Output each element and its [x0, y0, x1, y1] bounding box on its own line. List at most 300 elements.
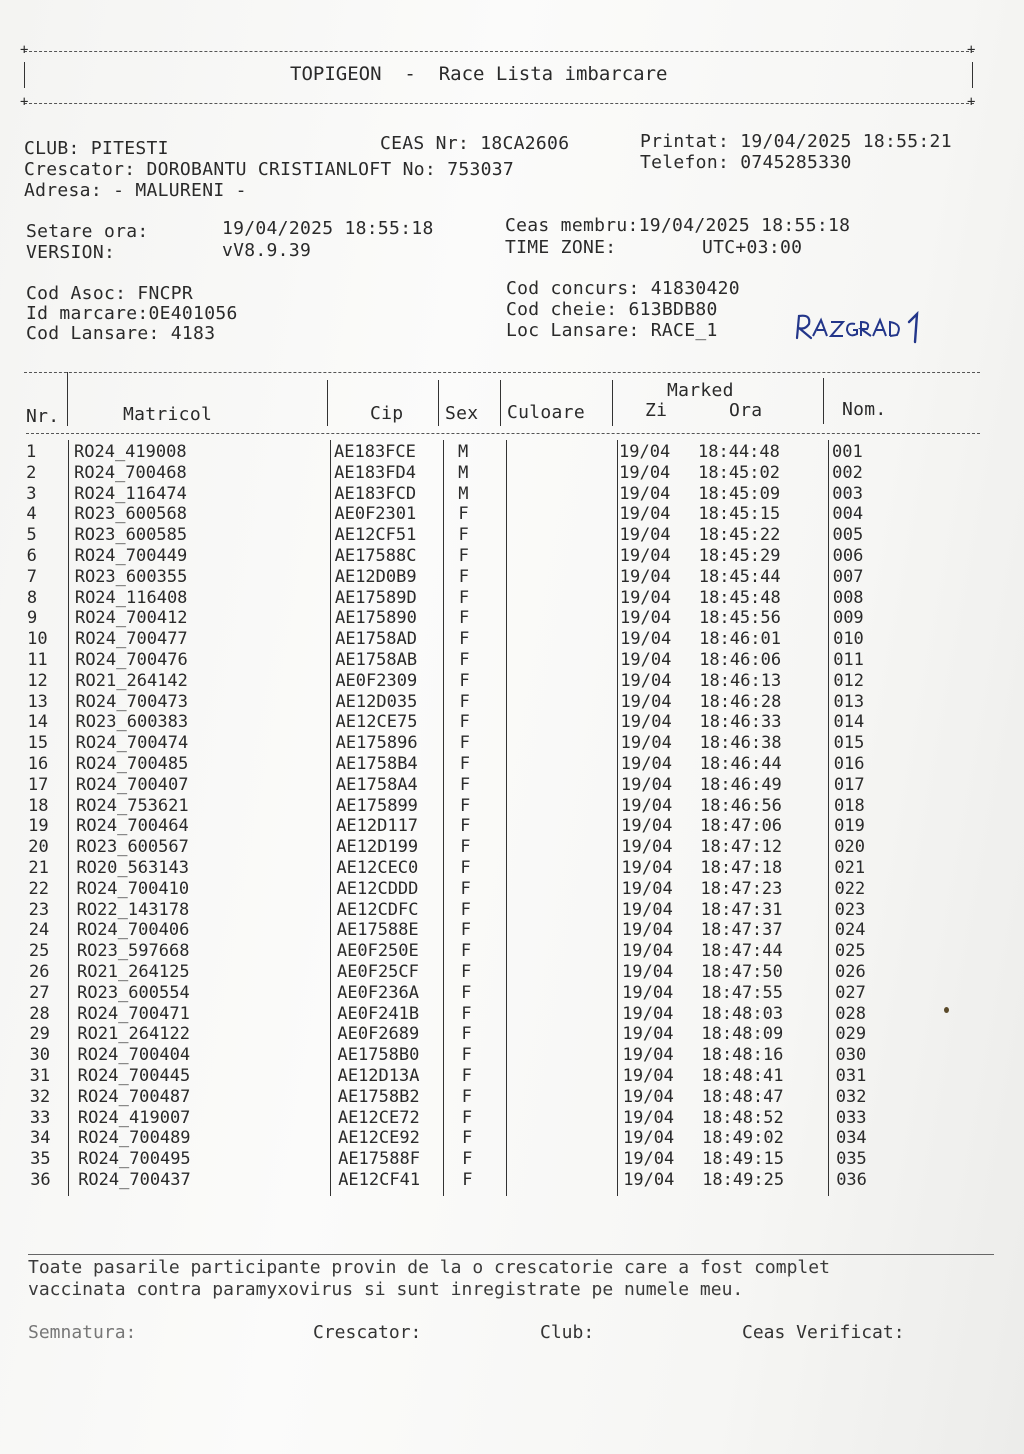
- title-corner-br: +: [967, 94, 976, 110]
- cell-zi: 19/04: [619, 587, 672, 608]
- cell-zi: 19/04: [619, 525, 671, 546]
- table-row: [3, 983, 993, 1004]
- cell-nom: 001: [832, 442, 863, 462]
- cell-cip: AE1758B4: [335, 754, 418, 774]
- cell-sex: F: [458, 587, 470, 608]
- cell-nr: 3: [26, 483, 37, 504]
- table-row: [4, 1066, 994, 1087]
- cell-sex: F: [459, 670, 470, 691]
- cell-cip: AE12D117: [336, 816, 419, 837]
- cell-matricol: RO24_700485: [75, 754, 189, 774]
- cell-nom: 010: [833, 629, 864, 650]
- table-row: [3, 1045, 993, 1066]
- cell-nom: 015: [833, 733, 865, 754]
- cell-nom: 033: [835, 1107, 867, 1128]
- col-culoare-header: Culoare: [507, 402, 585, 423]
- cell-ora: 18:46:49: [699, 774, 782, 795]
- cell-cip: AE12CE75: [335, 712, 418, 733]
- table-row: [3, 1024, 993, 1045]
- cell-nom: 030: [835, 1045, 867, 1066]
- cell-matricol: RO24_700476: [75, 650, 188, 670]
- printat: Printat: 19/04/2025 18:55:21: [640, 131, 952, 152]
- cell-nom: 029: [835, 1024, 867, 1045]
- cell-cip: AE1758B2: [337, 1086, 420, 1107]
- cell-nr: 9: [26, 608, 38, 629]
- cell-matricol: RO24_700477: [75, 629, 188, 650]
- col-cip-header: Cip: [370, 403, 404, 424]
- table-row: [1, 650, 991, 671]
- title-border-left: [24, 62, 25, 88]
- cell-ora: 18:45:44: [698, 566, 781, 587]
- cell-nr: 19: [28, 816, 49, 837]
- cell-nom: 031: [835, 1066, 867, 1086]
- table-row: [4, 1128, 994, 1149]
- cell-cip: AE0F2301: [334, 504, 417, 525]
- table-row: [0, 504, 990, 525]
- table-row: [0, 442, 990, 463]
- cell-nom: 009: [832, 608, 864, 629]
- cell-zi: 19/04: [620, 754, 672, 774]
- cell-ora: 18:47:06: [700, 816, 783, 837]
- cell-nr: 36: [30, 1170, 51, 1190]
- cell-zi: 19/04: [619, 483, 671, 504]
- cell-nr: 23: [28, 899, 50, 920]
- cell-zi: 19/04: [621, 837, 673, 858]
- cell-nom: 023: [834, 899, 866, 920]
- cell-nom: 025: [834, 941, 866, 962]
- version-value: vV8.9.39: [222, 240, 312, 261]
- cell-sex: F: [462, 1170, 473, 1190]
- table-row: [3, 962, 993, 983]
- cell-ora: 18:48:52: [701, 1107, 784, 1128]
- col-nom-header: Nom.: [842, 399, 887, 420]
- cell-zi: 19/04: [619, 566, 671, 587]
- cell-sex: F: [461, 1107, 473, 1128]
- cell-zi: 19/04: [621, 795, 673, 816]
- cell-nr: 34: [29, 1128, 51, 1149]
- cell-zi: 19/04: [622, 962, 674, 982]
- cell-matricol: RO24_700495: [78, 1149, 191, 1170]
- cell-zi: 19/04: [619, 504, 671, 525]
- footer-crescator: Crescator:: [313, 1322, 422, 1343]
- cell-matricol: RO24_700487: [77, 1086, 191, 1107]
- cell-nom: 011: [833, 650, 864, 670]
- cell-ora: 18:46:38: [699, 733, 782, 754]
- cell-sex: F: [461, 1003, 472, 1024]
- cell-sex: F: [460, 816, 471, 837]
- table-row: [0, 525, 990, 546]
- table-header-rule: [26, 433, 980, 434]
- cell-zi: 19/04: [621, 899, 673, 920]
- cell-ora: 18:46:56: [700, 795, 782, 816]
- cell-sex: F: [458, 608, 470, 629]
- cell-zi: 19/04: [622, 1003, 674, 1024]
- cell-matricol: RO23_600383: [75, 712, 189, 733]
- cell-matricol: RO21_264125: [77, 962, 190, 982]
- table-row: [2, 754, 992, 775]
- cell-nr: 30: [29, 1045, 50, 1066]
- col-marked-header: Marked: [667, 380, 734, 401]
- cell-zi: 19/04: [620, 629, 672, 650]
- cell-cip: AE17588C: [334, 546, 417, 566]
- cell-zi: 19/04: [622, 1086, 674, 1107]
- cell-nr: 16: [27, 754, 49, 774]
- cell-nom: 035: [836, 1149, 867, 1170]
- cell-nom: 024: [834, 920, 866, 941]
- cell-nr: 17: [27, 774, 49, 795]
- table-row: [1, 567, 991, 588]
- time-zone-label: TIME ZONE:: [505, 237, 617, 258]
- cell-nom: 027: [835, 982, 866, 1003]
- cell-matricol: RO23_600567: [76, 837, 189, 858]
- cell-nom: 013: [833, 691, 865, 712]
- table-row: [3, 879, 993, 900]
- table-row: [4, 1108, 994, 1129]
- cell-sex: F: [461, 1086, 472, 1107]
- cell-nr: 29: [29, 1024, 50, 1045]
- cell-matricol: RO24_700471: [77, 1003, 190, 1024]
- cell-ora: 18:47:23: [700, 878, 783, 899]
- table-col-divider-4: [500, 380, 501, 426]
- paper-speck: [944, 1007, 949, 1013]
- title-border-right: [972, 62, 973, 88]
- cell-cip: AE175899: [336, 795, 418, 816]
- title-corner-tr: +: [967, 42, 976, 58]
- cell-sex: F: [460, 837, 471, 858]
- cell-cip: AE12D035: [335, 691, 418, 712]
- cell-ora: 18:44:48: [698, 442, 780, 462]
- col-zi-header: Zi: [645, 400, 668, 421]
- cell-matricol: RO23_597668: [76, 941, 190, 962]
- cell-matricol: RO24_700464: [76, 816, 189, 837]
- cell-zi: 19/04: [622, 1128, 675, 1149]
- cell-nom: 016: [833, 754, 865, 774]
- cell-nr: 32: [29, 1086, 51, 1107]
- cell-nom: 022: [834, 878, 866, 899]
- cell-matricol: RO21_264122: [77, 1024, 190, 1045]
- col-sex-header: Sex: [445, 403, 479, 424]
- cell-sex: M: [458, 483, 469, 504]
- cell-sex: F: [458, 525, 469, 546]
- cell-ora: 18:48:03: [701, 1003, 784, 1024]
- cell-ora: 18:45:15: [698, 504, 781, 525]
- title-corner-bl: +: [20, 94, 29, 110]
- cell-zi: 19/04: [622, 1045, 674, 1066]
- cell-matricol: RO20_563143: [76, 858, 189, 878]
- cell-sex: F: [461, 1066, 472, 1086]
- cell-nr: 13: [27, 691, 48, 712]
- cell-ora: 18:47:31: [700, 899, 783, 920]
- cell-matricol: RO23_600568: [74, 504, 187, 525]
- table-row: [1, 608, 991, 629]
- table-row: [4, 1149, 994, 1170]
- cell-matricol: RO24_700410: [76, 878, 190, 899]
- table-row: [1, 692, 991, 713]
- cell-ora: 18:49:15: [702, 1149, 784, 1170]
- cell-ora: 18:49:25: [702, 1170, 785, 1190]
- cell-nr: 7: [26, 566, 37, 587]
- cell-sex: F: [460, 878, 471, 899]
- cell-ora: 18:45:02: [698, 462, 780, 483]
- cell-ora: 18:45:48: [698, 587, 781, 608]
- cell-cip: AE175896: [335, 733, 418, 754]
- table-row: [4, 1170, 994, 1191]
- cell-cip: AE0F25CF: [337, 962, 419, 982]
- declaration-line-2: vaccinata contra paramyxovirus si sunt inregistrate pe numele meu.: [28, 1279, 744, 1300]
- cell-cip: AE12CF41: [338, 1170, 421, 1190]
- cell-zi: 19/04: [623, 1170, 675, 1190]
- cell-cip: AE17589D: [334, 587, 417, 608]
- cell-nom: 004: [832, 504, 864, 525]
- footer-club: Club:: [540, 1322, 595, 1343]
- cell-ora: 18:46:28: [699, 691, 782, 712]
- cell-ora: 18:46:01: [699, 629, 781, 650]
- cell-nr: 25: [28, 941, 50, 962]
- cell-ora: 18:47:55: [701, 982, 783, 1003]
- cell-ora: 18:47:12: [700, 837, 783, 858]
- cell-nr: 15: [27, 733, 49, 754]
- cell-sex: F: [461, 1024, 472, 1045]
- cell-matricol: RO22_143178: [76, 899, 190, 920]
- table-row: [1, 546, 991, 567]
- table-col-divider-1: [67, 372, 68, 426]
- cell-zi: 19/04: [622, 1024, 674, 1045]
- table-row: [3, 920, 993, 941]
- cell-cip: AE0F250E: [336, 941, 419, 962]
- cell-nr: 5: [26, 525, 37, 546]
- cod-concurs: Cod concurs: 41830420: [506, 278, 740, 299]
- cell-matricol: RO24_419007: [77, 1107, 191, 1128]
- id-marcare: Id marcare:0E401056: [26, 303, 238, 324]
- cell-cip: AE1758A4: [335, 774, 418, 795]
- cell-matricol: RO24_700437: [78, 1170, 191, 1190]
- ceas-membru: Ceas membru:19/04/2025 18:55:18: [505, 215, 851, 236]
- cell-cip: AE183FD4: [334, 462, 416, 483]
- cell-zi: 19/04: [621, 858, 673, 878]
- cell-nom: 034: [835, 1128, 867, 1149]
- footer-semnatura: Semnatura:: [28, 1322, 137, 1343]
- cell-nr: 1: [26, 442, 37, 462]
- cell-cip: AE175890: [334, 608, 417, 629]
- cell-nr: 35: [30, 1149, 51, 1170]
- club-line: CLUB: PITESTI: [24, 138, 169, 159]
- cell-zi: 19/04: [622, 982, 674, 1003]
- cell-ora: 18:46:33: [699, 712, 782, 733]
- cell-matricol: RO21_264142: [75, 670, 188, 691]
- cell-sex: F: [459, 733, 470, 754]
- cell-sex: F: [459, 774, 471, 795]
- cell-cip: AE183FCD: [334, 483, 417, 504]
- title-corner-tl: +: [20, 42, 29, 58]
- cell-ora: 18:49:02: [701, 1128, 784, 1149]
- cell-nr: 21: [28, 858, 49, 878]
- table-row: [2, 712, 992, 733]
- cell-matricol: RO24_700404: [77, 1045, 191, 1066]
- telefon: Telefon: 0745285330: [640, 152, 852, 173]
- cell-sex: F: [461, 1128, 473, 1149]
- cell-nom: 002: [832, 462, 863, 483]
- page-title: TOPIGEON - Race Lista imbarcare: [290, 63, 668, 85]
- table-col-divider-5: [612, 380, 613, 426]
- table-row: [2, 775, 992, 796]
- cell-ora: 18:45:56: [698, 608, 781, 629]
- cell-ora: 18:48:16: [701, 1045, 784, 1066]
- table-row: [4, 1087, 994, 1108]
- cell-matricol: RO24_700406: [76, 920, 190, 941]
- table-row: [2, 796, 992, 817]
- cell-zi: 19/04: [620, 774, 673, 795]
- cell-nom: 006: [832, 546, 864, 566]
- cell-cip: AE1758AB: [335, 650, 418, 670]
- cell-nr: 31: [29, 1066, 51, 1086]
- cell-nom: 018: [834, 795, 865, 816]
- cell-nr: 14: [27, 712, 49, 733]
- cell-zi: 19/04: [620, 650, 672, 670]
- cell-nom: 012: [833, 670, 865, 691]
- cell-sex: F: [461, 962, 472, 982]
- cell-sex: F: [459, 754, 471, 774]
- cell-nr: 6: [26, 546, 37, 566]
- footer-ceas-verificat: Ceas Verificat:: [742, 1322, 905, 1343]
- cell-zi: 19/04: [622, 1107, 675, 1128]
- cell-sex: F: [459, 629, 470, 650]
- cell-nom: 020: [834, 837, 865, 858]
- cell-matricol: RO24_116408: [74, 587, 188, 608]
- cell-sex: F: [461, 982, 472, 1003]
- cell-sex: F: [460, 899, 471, 920]
- cell-nr: 24: [28, 920, 50, 941]
- cell-sex: F: [460, 858, 471, 878]
- table-row: [0, 463, 990, 484]
- crescator-line: Crescator: DOROBANTU CRISTIANLOFT No: 753037: [24, 159, 515, 180]
- cell-ora: 18:47:18: [700, 858, 783, 878]
- table-row: [3, 941, 993, 962]
- cell-nr: 18: [28, 795, 49, 816]
- cell-sex: F: [460, 920, 471, 941]
- cell-ora: 18:47:44: [700, 941, 783, 962]
- col-ora-header: Ora: [729, 400, 763, 421]
- setare-ora-label: Setare ora:: [26, 221, 149, 242]
- title-border-bottom: [24, 103, 974, 104]
- cell-matricol: RO24_700412: [74, 608, 188, 629]
- cell-nr: 2: [26, 462, 37, 483]
- adresa: Adresa: - MALURENI -: [24, 180, 247, 201]
- cell-zi: 19/04: [619, 546, 671, 566]
- cell-ora: 18:46:13: [699, 670, 782, 691]
- cell-cip: AE0F2309: [335, 670, 418, 691]
- cod-asoc: Cod Asoc: FNCPR: [26, 283, 194, 304]
- cell-sex: F: [459, 712, 470, 733]
- cell-matricol: RO23_600554: [77, 982, 190, 1003]
- cell-cip: AE0F241B: [337, 1003, 420, 1024]
- cell-sex: M: [458, 442, 469, 462]
- version-label: VERSION:: [26, 242, 116, 263]
- cell-sex: F: [461, 1045, 472, 1066]
- cell-nom: 007: [832, 566, 864, 587]
- cell-cip: AE12D13A: [337, 1066, 420, 1086]
- cell-matricol: RO24_700445: [77, 1066, 191, 1086]
- cell-nom: 005: [832, 525, 864, 546]
- cell-cip: AE12D0B9: [334, 566, 417, 587]
- cell-matricol: RO24_419008: [74, 442, 187, 462]
- cell-zi: 19/04: [621, 816, 673, 837]
- table-row: [1, 588, 991, 609]
- table-row: [1, 629, 991, 650]
- cell-cip: AE12CF51: [334, 525, 417, 546]
- cell-cip: AE12CDFC: [336, 899, 419, 920]
- loc-lansare: Loc Lansare: RACE_1: [506, 320, 718, 341]
- declaration-rule: [28, 1254, 994, 1255]
- cell-matricol: RO24_700489: [77, 1128, 191, 1149]
- table-col-divider-3: [438, 380, 439, 426]
- cell-zi: 19/04: [623, 1149, 675, 1170]
- table-top-rule: [24, 372, 980, 373]
- cell-nr: 10: [27, 629, 48, 650]
- table-col-divider-2: [327, 380, 328, 426]
- cell-cip: AE12CE92: [337, 1128, 420, 1149]
- cell-ora: 18:46:44: [699, 754, 782, 774]
- cell-matricol: RO24_700468: [74, 462, 187, 483]
- cell-nr: 27: [29, 982, 50, 1003]
- cell-matricol: RO23_600355: [74, 566, 188, 587]
- cod-lansare: Cod Lansare: 4183: [26, 323, 216, 344]
- col-nr-header: Nr.: [26, 406, 60, 427]
- col-matricol-header: Matricol: [123, 404, 213, 425]
- cell-sex: F: [460, 941, 472, 962]
- cell-cip: AE1758B0: [337, 1045, 420, 1066]
- cell-zi: 19/04: [620, 733, 672, 754]
- cell-nr: 12: [27, 670, 48, 691]
- cell-cip: AE12CE72: [337, 1107, 420, 1128]
- cell-matricol: RO24_700473: [75, 691, 189, 712]
- table-row: [2, 858, 992, 879]
- cell-cip: AE12D199: [336, 837, 419, 858]
- cell-zi: 19/04: [621, 941, 674, 962]
- cell-sex: F: [458, 546, 469, 566]
- cell-nom: 021: [834, 858, 866, 878]
- cell-ora: 18:46:06: [699, 650, 782, 670]
- table-row: [2, 837, 992, 858]
- cell-zi: 19/04: [620, 712, 672, 733]
- cell-zi: 19/04: [620, 670, 672, 691]
- table-row: [3, 1004, 993, 1025]
- title-border-top: [24, 51, 974, 52]
- table-row: [3, 900, 993, 921]
- cell-cip: AE12CDDD: [336, 878, 419, 899]
- setare-ora-value: 19/04/2025 18:55:18: [222, 218, 434, 239]
- table-row: [2, 733, 992, 754]
- cell-nr: 33: [29, 1107, 51, 1128]
- cell-ora: 18:45:29: [698, 546, 781, 566]
- cell-sex: F: [460, 795, 471, 816]
- cell-nom: 036: [836, 1170, 867, 1190]
- cell-matricol: RO24_116474: [74, 483, 187, 504]
- cell-sex: M: [458, 462, 469, 483]
- cell-ora: 18:45:09: [698, 483, 781, 504]
- cell-ora: 18:47:37: [700, 920, 783, 941]
- cell-nr: 4: [26, 504, 37, 525]
- cell-nr: 26: [29, 962, 50, 982]
- cell-sex: F: [459, 650, 470, 670]
- cell-cip: AE0F236A: [337, 982, 419, 1003]
- cell-nr: 8: [26, 587, 38, 608]
- cell-matricol: RO23_600585: [74, 525, 188, 546]
- cell-nom: 017: [833, 774, 865, 795]
- cell-nom: 032: [835, 1086, 867, 1107]
- time-zone-value: UTC+03:00: [702, 237, 803, 258]
- cell-nom: 008: [832, 587, 864, 608]
- table-col-divider-6: [823, 378, 824, 424]
